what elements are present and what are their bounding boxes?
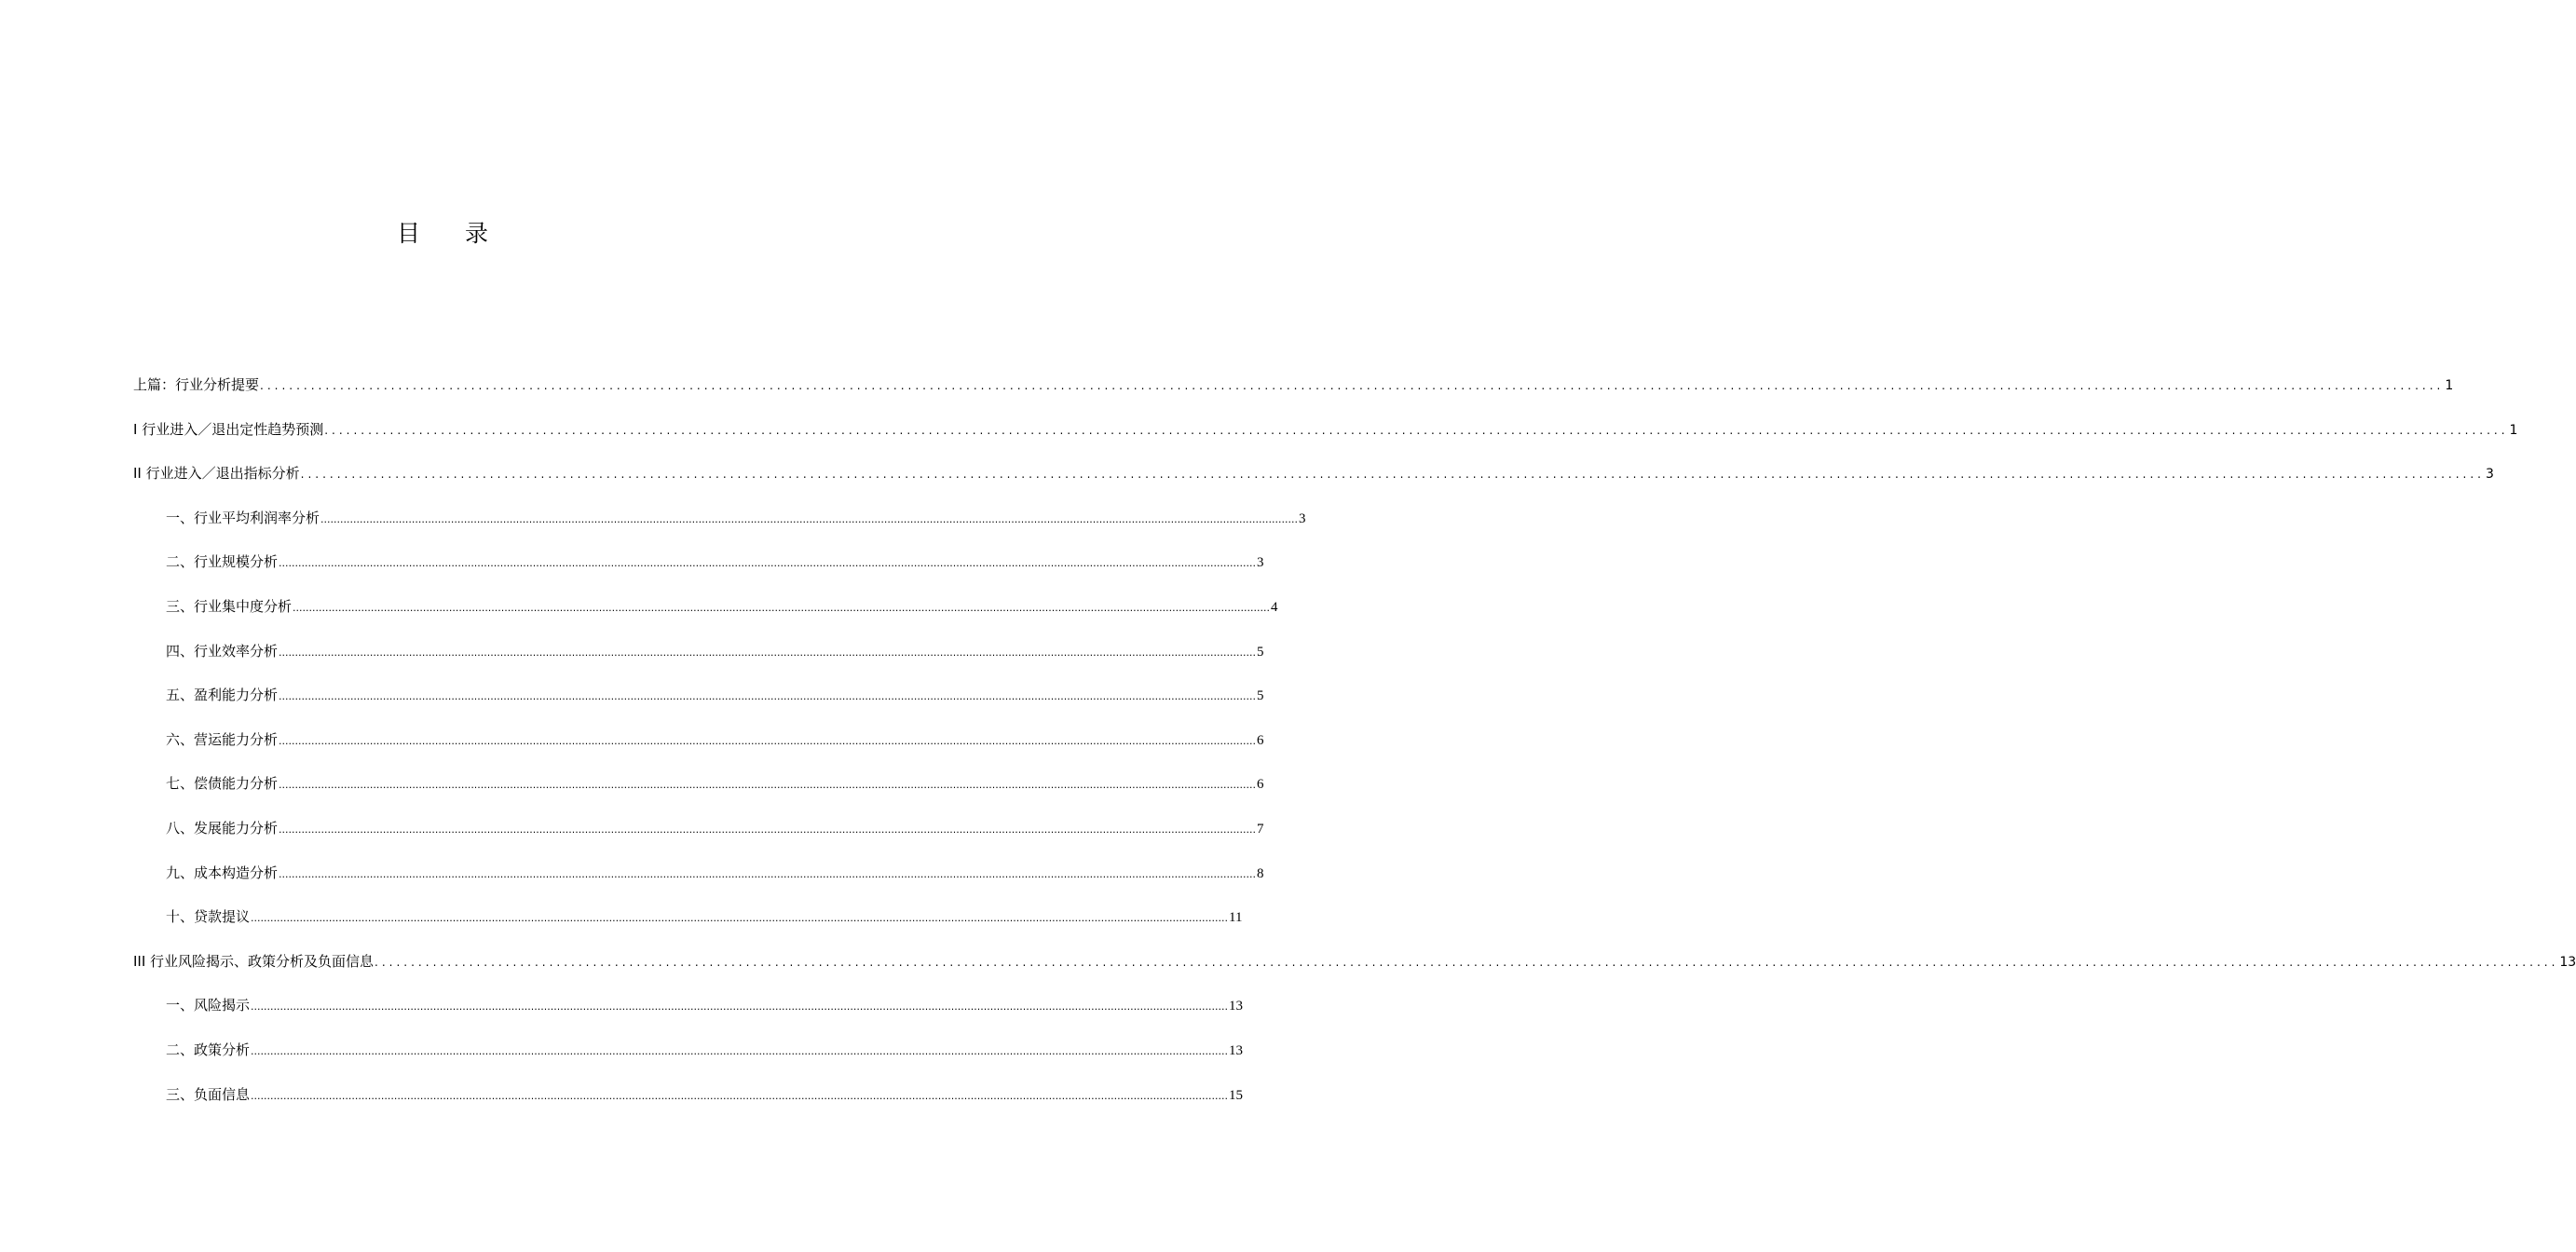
toc-entry[interactable] <box>133 683 1264 728</box>
toc-entry[interactable] <box>133 993 1243 1038</box>
dot-leader: ............................................................................................................................................................................................................................................................................................................ <box>251 1000 1228 1014</box>
toc-entry-label: I 行业进入／退出定性趋势预测 <box>133 420 324 438</box>
toc-entry[interactable] <box>133 861 1264 905</box>
toc-entry-page-number: 13 <box>1229 1042 1243 1058</box>
dot-leader: ............................................................................................................................................................................................................................................................................................................ <box>324 423 2509 437</box>
toc-entry[interactable] <box>133 949 2576 994</box>
toc-entry[interactable] <box>133 373 2454 417</box>
toc-entry[interactable] <box>133 461 2494 506</box>
toc-entry[interactable] <box>133 905 1243 949</box>
table-of-contents <box>133 373 2576 1126</box>
page-title: 目 录 <box>397 220 507 247</box>
toc-entry-label: 六、营运能力分析 <box>166 730 279 748</box>
toc-entry-label: 七、偿债能力分析 <box>166 775 279 793</box>
dot-leader: ............................................................................................................................................................................................................................................................................................................ <box>293 601 1270 614</box>
dot-leader: ............................................................................................................................................................................................................................................................................................................ <box>279 646 1256 659</box>
toc-entry-page-number: 5 <box>1257 688 1264 704</box>
toc-entry-label: 四、行业效率分析 <box>166 642 279 660</box>
toc-entry-page-number: 13 <box>2559 954 2576 970</box>
toc-entry-page-number: 7 <box>1257 821 1264 837</box>
toc-entry[interactable] <box>133 417 2518 462</box>
toc-entry-page-number: 15 <box>1229 1087 1243 1103</box>
toc-entry-label: 一、行业平均利润率分析 <box>166 509 320 526</box>
toc-entry-label: 三、负面信息 <box>166 1085 251 1103</box>
toc-entry-page-number: 3 <box>1257 555 1264 571</box>
dot-leader: ............................................................................................................................................................................................................................................................................................................ <box>279 867 1256 880</box>
toc-entry-label: 一、风险揭示 <box>166 997 251 1014</box>
toc-entry-label: 上篇：行业分析提要 <box>133 376 260 393</box>
toc-entry-label: 五、盈利能力分析 <box>166 687 279 704</box>
toc-entry[interactable] <box>133 639 1264 684</box>
toc-entry-page-number: 1 <box>2445 378 2454 393</box>
toc-entry-label: II 行业进入／退出指标分析 <box>133 465 300 483</box>
toc-entry-page-number: 8 <box>1257 865 1264 881</box>
toc-entry-page-number: 6 <box>1257 777 1264 793</box>
toc-entry[interactable] <box>133 506 1306 551</box>
dot-leader: ............................................................................................................................................................................................................................................................................................................ <box>375 955 2559 969</box>
dot-leader: ............................................................................................................................................................................................................................................................................................................ <box>279 690 1256 703</box>
dot-leader: ............................................................................................................................................................................................................................................................................................................ <box>279 734 1256 747</box>
dot-leader: ............................................................................................................................................................................................................................................................................................................ <box>320 512 1298 525</box>
toc-entry-page-number: 11 <box>1229 910 1243 926</box>
dot-leader: ............................................................................................................................................................................................................................................................................................................ <box>260 379 2445 392</box>
toc-entry[interactable] <box>133 1082 1243 1127</box>
dot-leader: ............................................................................................................................................................................................................................................................................................................ <box>251 1089 1228 1102</box>
toc-entry[interactable] <box>133 550 1264 594</box>
dot-leader: ............................................................................................................................................................................................................................................................................................................ <box>279 557 1256 570</box>
toc-entry[interactable] <box>133 594 1278 639</box>
toc-entry[interactable] <box>133 771 1264 816</box>
toc-entry-label: 二、行业规模分析 <box>166 553 279 571</box>
toc-entry[interactable] <box>133 728 1264 772</box>
toc-entry-page-number: 1 <box>2509 422 2518 438</box>
toc-entry-page-number: 6 <box>1257 732 1264 748</box>
dot-leader: ............................................................................................................................................................................................................................................................................................................ <box>300 468 2485 482</box>
toc-entry[interactable] <box>133 1038 1243 1082</box>
toc-entry-label: 二、政策分析 <box>166 1041 251 1058</box>
toc-entry-label: III 行业风险揭示、政策分析及负面信息 <box>133 952 375 970</box>
toc-entry-page-number: 4 <box>1271 599 1278 615</box>
toc-entry-page-number: 5 <box>1257 644 1264 660</box>
toc-entry-label: 十、贷款提议 <box>166 908 251 926</box>
dot-leader: ............................................................................................................................................................................................................................................................................................................ <box>251 912 1228 925</box>
toc-entry-page-number: 3 <box>1299 510 1306 526</box>
dot-leader: ............................................................................................................................................................................................................................................................................................................ <box>279 823 1256 836</box>
toc-entry-label: 九、成本构造分析 <box>166 864 279 881</box>
toc-entry-page-number: 3 <box>2485 467 2494 483</box>
toc-entry-page-number: 13 <box>1229 999 1243 1014</box>
dot-leader: ............................................................................................................................................................................................................................................................................................................ <box>279 779 1256 792</box>
toc-entry[interactable] <box>133 816 1264 861</box>
dot-leader: ............................................................................................................................................................................................................................................................................................................ <box>251 1044 1228 1057</box>
toc-entry-label: 三、行业集中度分析 <box>166 597 293 615</box>
toc-entry-label: 八、发展能力分析 <box>166 819 279 837</box>
